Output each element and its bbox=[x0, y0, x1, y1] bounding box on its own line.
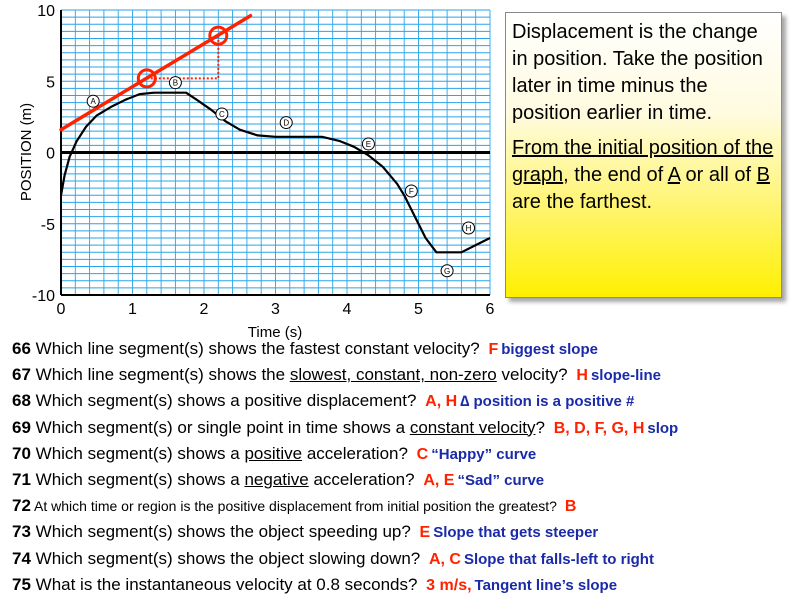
question-number: 75 bbox=[12, 574, 31, 594]
question-text: Which line segment(s) shows the fastest constant velocity? bbox=[35, 339, 480, 358]
question-underlined: slowest, constant, non-zero bbox=[289, 365, 497, 385]
question-text: Which segment(s) or single point in time shows a bbox=[35, 417, 410, 437]
answer-explanation: Slope that gets steeper bbox=[433, 524, 599, 542]
question-number: 74 bbox=[12, 548, 31, 568]
segment-label-a: A bbox=[90, 97, 96, 107]
answer-text: A, H bbox=[425, 393, 458, 411]
question-text: At which time or region is the positive displacement from initial position the greatest? bbox=[34, 498, 557, 515]
y-tick-label: 0 bbox=[46, 145, 55, 163]
note-paragraph-2 bbox=[512, 135, 775, 216]
answer-text: B bbox=[564, 498, 577, 516]
question-underlined: constant velocity bbox=[409, 417, 536, 437]
segment-label-d: D bbox=[283, 118, 290, 128]
note-underlined-phrase: From the initial position of the graph bbox=[512, 137, 774, 186]
answer-explanation: “Happy” curve bbox=[431, 445, 537, 463]
x-tick-label: 3 bbox=[271, 301, 280, 318]
y-tick-label: -5 bbox=[40, 216, 55, 234]
question-text: Which segment(s) shows the object speeding up? bbox=[35, 522, 411, 542]
question-number: 70 bbox=[12, 443, 31, 463]
y-tick-label: -10 bbox=[31, 288, 55, 305]
segment-label-c: C bbox=[218, 110, 225, 120]
y-tick-label: 5 bbox=[46, 74, 55, 92]
question-text: Which segment(s) shows a bbox=[35, 469, 245, 489]
question-text: Which segment(s) shows the object slowing down? bbox=[35, 548, 421, 568]
question-row bbox=[12, 415, 800, 441]
question-underlined: positive bbox=[244, 443, 303, 463]
question-number: 73 bbox=[12, 522, 31, 542]
segment-label-b: B bbox=[172, 78, 179, 88]
question-list bbox=[12, 336, 800, 598]
segment-label-g: G bbox=[443, 266, 451, 276]
answer-explanation: biggest slope bbox=[501, 341, 598, 358]
question-number: 71 bbox=[12, 469, 31, 489]
x-tick-label: 2 bbox=[199, 301, 209, 318]
question-text: Which line segment(s) shows the bbox=[35, 365, 290, 385]
x-axis-title: Time (s) bbox=[247, 324, 303, 340]
question-text-end: velocity? bbox=[496, 365, 568, 385]
answer-text: A, C bbox=[428, 550, 461, 568]
question-row bbox=[12, 441, 800, 467]
question-text: Which segment(s) shows a bbox=[35, 443, 245, 463]
displacement-note-box bbox=[505, 12, 782, 298]
note-text: , the end of bbox=[563, 164, 668, 186]
note-segment-a: A bbox=[667, 164, 680, 186]
answer-text: C bbox=[416, 445, 429, 463]
x-tick-label: 0 bbox=[56, 301, 66, 318]
note-paragraph-1: Displacement is the change in position. Take the position later in time minus the position earlier in time. bbox=[512, 21, 763, 124]
question-row bbox=[12, 546, 800, 572]
x-tick-label: 6 bbox=[485, 301, 495, 318]
answer-text: A, E bbox=[423, 471, 455, 489]
question-row bbox=[12, 493, 800, 519]
x-tick-label: 5 bbox=[414, 301, 423, 318]
answer-text: E bbox=[419, 524, 431, 542]
note-text: or all of bbox=[679, 164, 757, 186]
question-text-end: acceleration? bbox=[302, 443, 408, 463]
answer-explanation: “Sad” curve bbox=[457, 471, 545, 489]
question-text: What is the instantaneous velocity at 0.8 seconds? bbox=[35, 574, 418, 594]
question-row bbox=[12, 388, 800, 414]
y-axis-title: POSITION (m) bbox=[18, 102, 35, 202]
position-time-graph bbox=[0, 0, 500, 340]
note-text: are the farthest. bbox=[512, 191, 653, 213]
segment-label-f: F bbox=[408, 186, 414, 196]
question-number: 66 bbox=[12, 339, 31, 358]
answer-text: 3 m/s, bbox=[426, 576, 472, 594]
question-text-end: ? bbox=[535, 417, 545, 437]
question-row bbox=[12, 519, 800, 545]
x-tick-label: 4 bbox=[342, 301, 352, 318]
answer-text: F bbox=[488, 341, 499, 358]
question-number: 69 bbox=[12, 417, 31, 437]
question-text: Which segment(s) shows a positive displacement? bbox=[35, 391, 417, 411]
question-number: 67 bbox=[12, 365, 31, 385]
x-tick-label: 1 bbox=[128, 301, 137, 318]
question-number: 72 bbox=[12, 496, 31, 516]
chart-svg bbox=[0, 0, 500, 340]
y-tick-label: 10 bbox=[37, 3, 55, 20]
question-number: 68 bbox=[12, 391, 31, 411]
answer-explanation: Tangent line’s slope bbox=[474, 576, 618, 594]
answer-explanation: slope-line bbox=[590, 367, 661, 385]
answer-explanation: slop bbox=[647, 419, 679, 437]
answer-text: B, D, F, G, H bbox=[553, 419, 645, 437]
answer-explanation: ∆ position is a positive # bbox=[460, 393, 635, 411]
question-row bbox=[12, 336, 800, 362]
question-row bbox=[12, 362, 800, 388]
question-row bbox=[12, 572, 800, 598]
segment-label-e: E bbox=[365, 139, 372, 149]
answer-text: H bbox=[576, 367, 588, 385]
question-row bbox=[12, 467, 800, 493]
segment-label-h: H bbox=[465, 224, 472, 234]
answer-explanation: Slope that falls-left to right bbox=[463, 550, 654, 568]
question-underlined: negative bbox=[244, 469, 309, 489]
question-text-end: acceleration? bbox=[308, 469, 415, 489]
note-segment-b: B bbox=[756, 164, 770, 186]
